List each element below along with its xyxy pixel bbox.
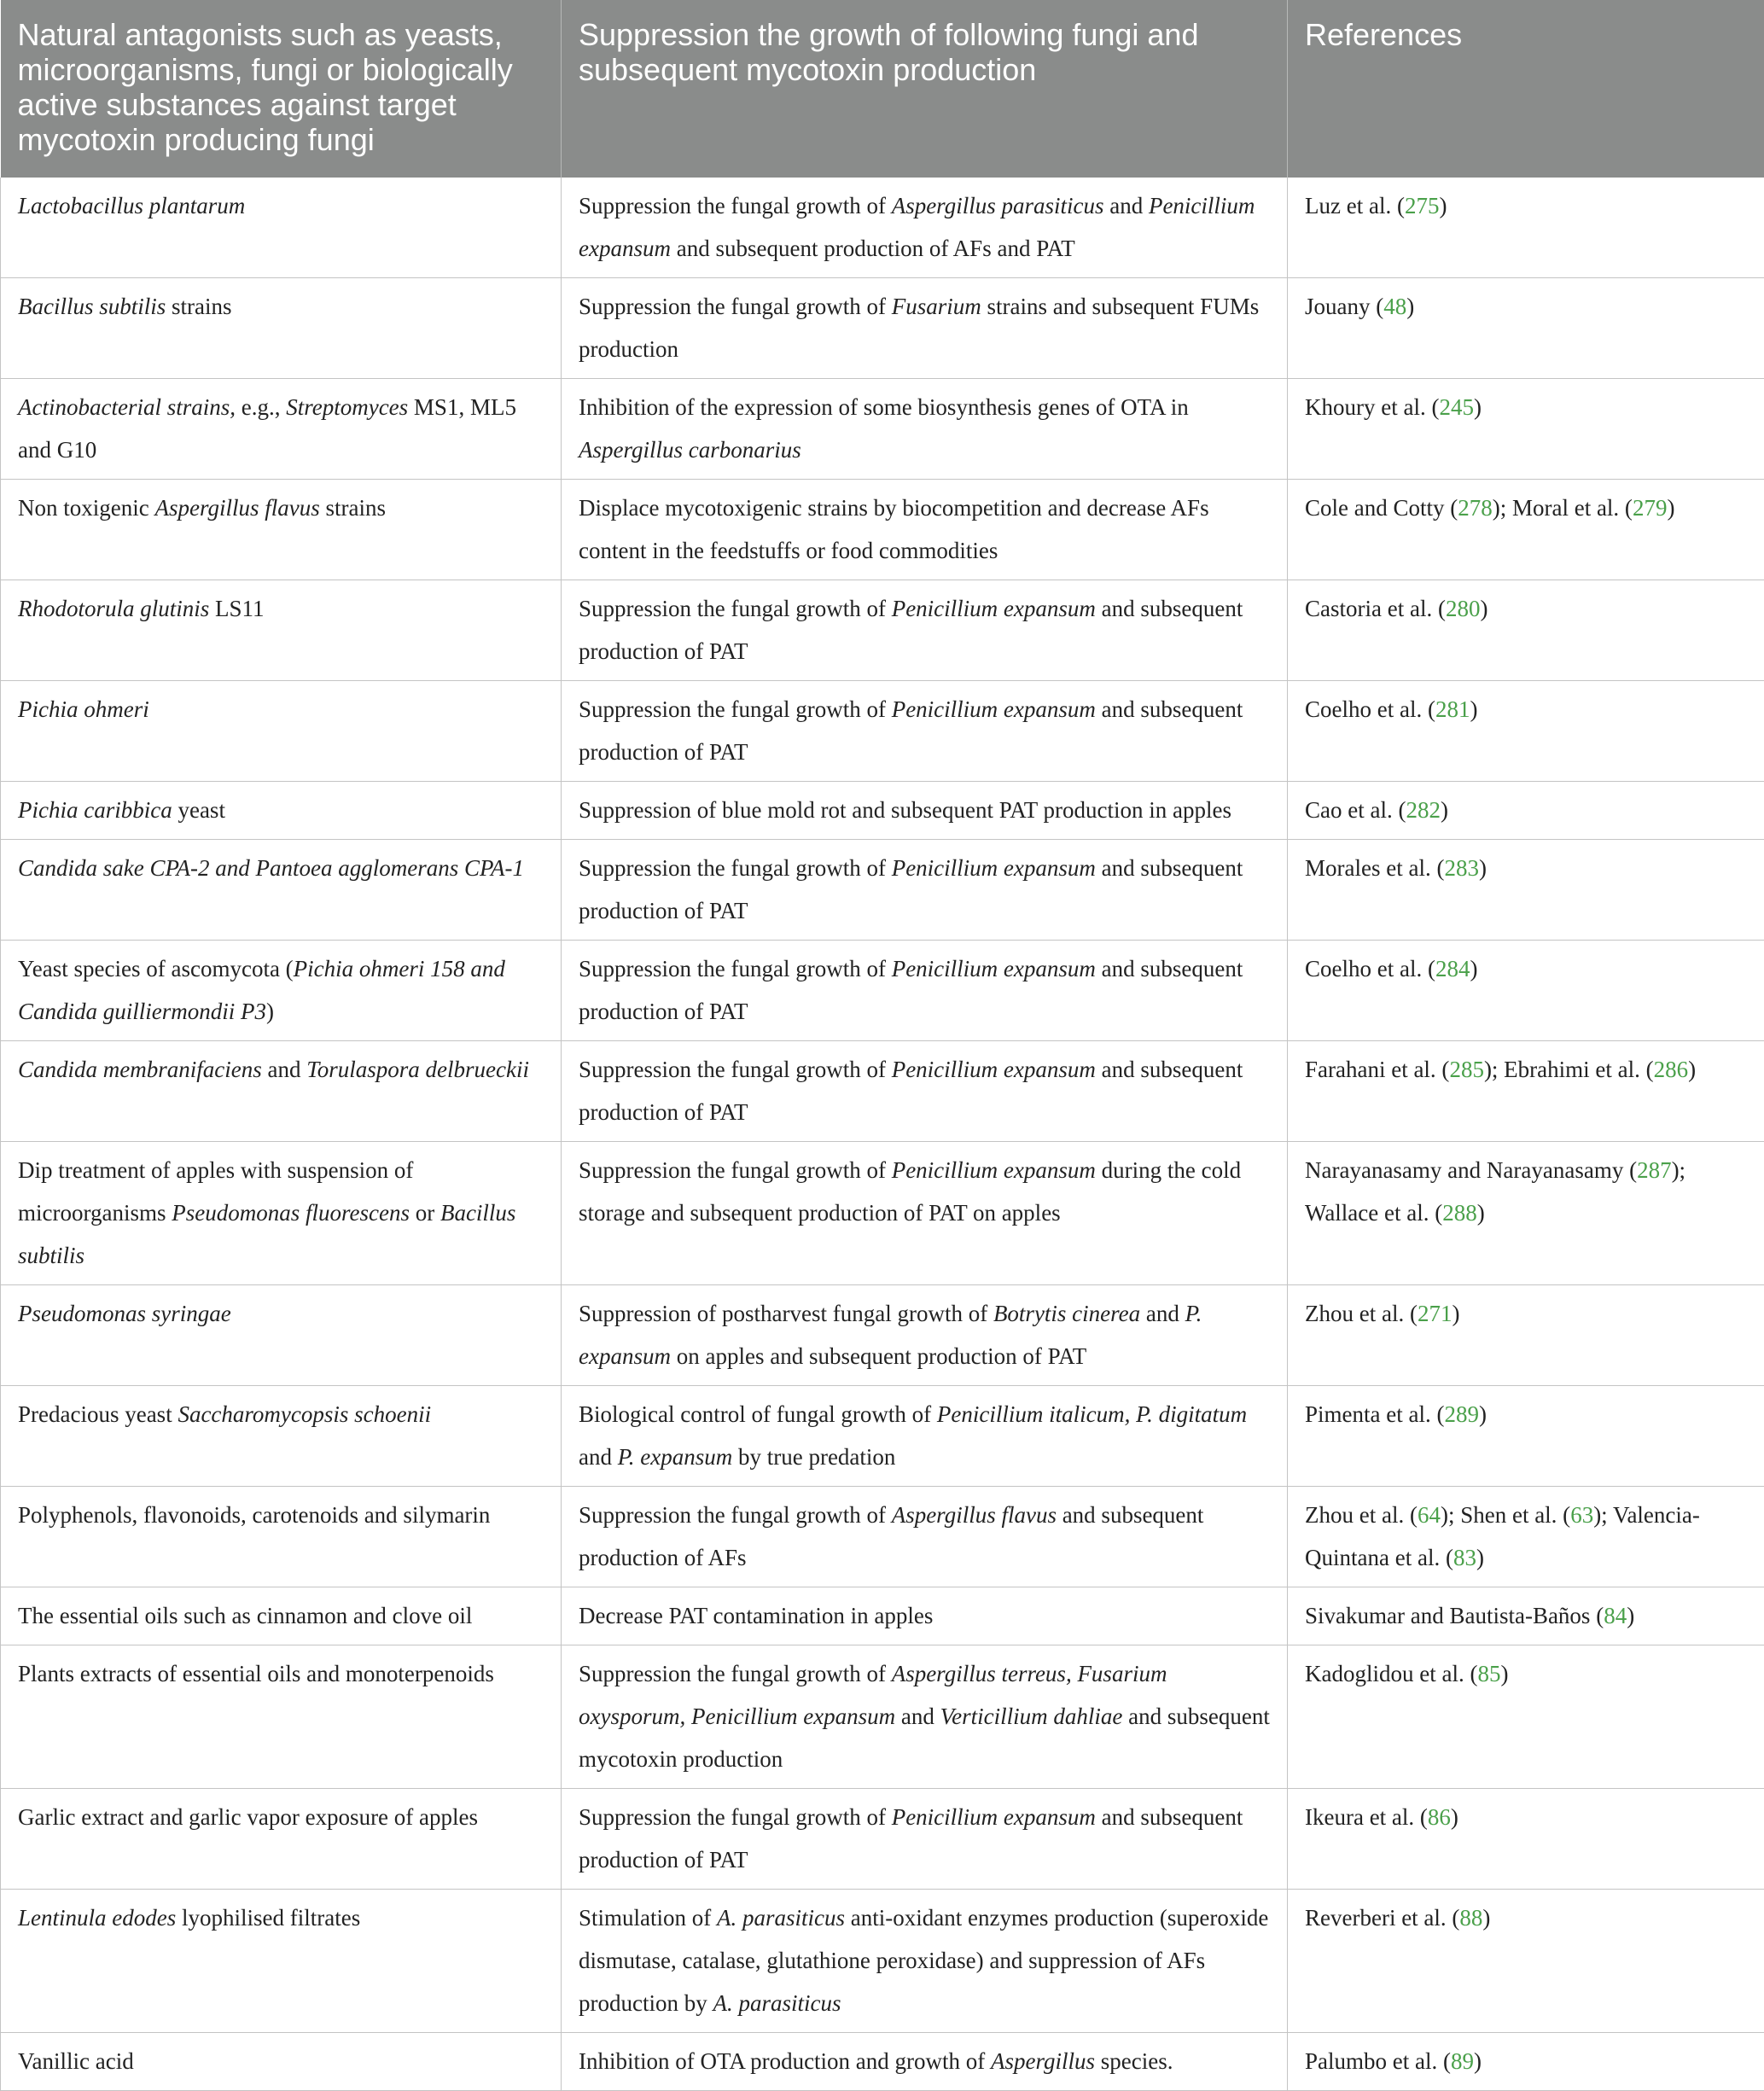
reference-link[interactable]: 64 — [1418, 1502, 1441, 1528]
cell-text: species. — [1095, 2048, 1173, 2074]
species-name: Verticillium dahliae — [940, 1704, 1123, 1729]
cell-text: Displace mycotoxigenic strains by biocompetition and decrease AFs content in the feedstuffs or food commodities — [579, 495, 1209, 563]
table-row — [1, 278, 1764, 379]
cell-effect — [562, 1890, 1288, 2033]
cell-antagonist — [1, 1386, 562, 1487]
cell-effect — [562, 1386, 1288, 1487]
cell-effect — [562, 1487, 1288, 1587]
cell-text: Ikeura et al. ( — [1305, 1804, 1428, 1830]
cell-text: Suppression the fungal growth of — [579, 696, 892, 722]
cell-text: Cole and Cotty ( — [1305, 495, 1458, 521]
cell-references — [1288, 681, 1764, 782]
reference-link[interactable]: 283 — [1444, 855, 1479, 881]
cell-antagonist — [1, 1142, 562, 1285]
species-name: Penicillium expansum — [579, 193, 1255, 261]
cell-text: Castoria et al. ( — [1305, 596, 1446, 621]
species-name: Pseudomonas syringae — [18, 1301, 231, 1326]
cell-effect — [562, 1645, 1288, 1789]
table-row — [1, 1789, 1764, 1890]
cell-effect — [562, 1041, 1288, 1142]
cell-text: ) — [1451, 1804, 1458, 1830]
cell-text: ); Shen et al. ( — [1441, 1502, 1570, 1528]
cell-antagonist — [1, 278, 562, 379]
cell-text: Inhibition of OTA production and growth of — [579, 2048, 991, 2074]
cell-text: Kadoglidou et al. ( — [1305, 1661, 1477, 1686]
species-name: Penicillium expansum — [892, 696, 1096, 722]
table-row — [1, 2033, 1764, 2091]
cell-antagonist — [1, 941, 562, 1041]
cell-text: Reverberi et al. ( — [1305, 1905, 1459, 1931]
cell-text: LS11 — [209, 596, 264, 621]
species-name: Pichia caribbica — [18, 797, 172, 823]
cell-antagonist — [1, 1487, 562, 1587]
species-name: A. parasiticus — [713, 1990, 841, 2016]
species-name: Aspergillus carbonarius — [579, 437, 801, 463]
cell-text: Suppression the fungal growth of — [579, 1157, 892, 1183]
cell-text: during the cold storage and subsequent production of PAT on apples — [579, 1157, 1241, 1226]
cell-effect — [562, 1285, 1288, 1386]
reference-link[interactable]: 89 — [1451, 2048, 1474, 2074]
cell-text: anti-oxidant enzymes production (superoxide dismutase, catalase, glutathione peroxidase) and suppression of AFs production by — [579, 1905, 1268, 2016]
cell-text: Suppression the fungal growth of — [579, 855, 892, 881]
cell-antagonist — [1, 2033, 562, 2091]
header-antagonists: Natural antagonists such as yeasts, microorganisms, fungi or biologically active substances against target mycotoxin producing fungi — [1, 0, 562, 178]
cell-text: strains and subsequent FUMs production — [579, 294, 1259, 362]
cell-text: by true predation — [732, 1444, 895, 1470]
cell-text: and subsequent production of PAT — [579, 1057, 1243, 1125]
reference-link[interactable]: 279 — [1633, 495, 1668, 521]
cell-text: Vanillic acid — [18, 2048, 134, 2074]
table-row — [1, 1487, 1764, 1587]
cell-references — [1288, 580, 1764, 681]
table-row — [1, 941, 1764, 1041]
reference-link[interactable]: 83 — [1453, 1545, 1476, 1570]
cell-text: yeast — [172, 797, 225, 823]
cell-text: ); Moral et al. ( — [1493, 495, 1633, 521]
cell-text: ) — [1688, 1057, 1696, 1082]
reference-link[interactable]: 285 — [1449, 1057, 1484, 1082]
cell-text: Luz et al. ( — [1305, 193, 1405, 218]
cell-text: Suppression the fungal growth of — [579, 956, 892, 981]
species-name: Aspergillus terreus, Fusarium oxysporum, Penicillium expansum — [579, 1661, 1167, 1729]
cell-text: ) — [1482, 1905, 1490, 1931]
cell-effect — [562, 278, 1288, 379]
species-name: Pichia ohmeri 158 and Candida guilliermondii P3 — [18, 956, 505, 1024]
header-row — [1, 0, 1764, 178]
cell-text: and subsequent production of PAT — [579, 596, 1243, 664]
cell-references — [1288, 1890, 1764, 2033]
reference-link[interactable]: 63 — [1570, 1502, 1593, 1528]
cell-text: ) — [1500, 1661, 1508, 1686]
species-name: Candida membranifaciens — [18, 1057, 262, 1082]
cell-effect — [562, 480, 1288, 580]
reference-link[interactable]: 289 — [1444, 1401, 1479, 1427]
header-references: References — [1288, 0, 1764, 178]
cell-text: and — [262, 1057, 306, 1082]
cell-text: Zhou et al. ( — [1305, 1301, 1418, 1326]
cell-antagonist — [1, 1041, 562, 1142]
cell-text: Suppression the fungal growth of — [579, 1804, 892, 1830]
cell-text: ) — [1470, 956, 1477, 981]
reference-link[interactable]: 288 — [1442, 1200, 1477, 1226]
cell-references — [1288, 278, 1764, 379]
cell-text: Morales et al. ( — [1305, 855, 1444, 881]
cell-text: Zhou et al. ( — [1305, 1502, 1418, 1528]
cell-text: e.g., — [236, 394, 286, 420]
cell-text: ) — [1439, 193, 1447, 218]
cell-text: Suppression the fungal growth of — [579, 193, 892, 218]
cell-text: and subsequent production of AFs and PAT — [671, 236, 1075, 261]
cell-text: Cao et al. ( — [1305, 797, 1406, 823]
cell-text: Coelho et al. ( — [1305, 696, 1435, 722]
cell-text: ) — [1441, 797, 1448, 823]
species-name: Fusarium — [892, 294, 981, 319]
table-row — [1, 782, 1764, 840]
cell-references — [1288, 840, 1764, 941]
table-row — [1, 580, 1764, 681]
cell-antagonist — [1, 580, 562, 681]
cell-effect — [562, 1789, 1288, 1890]
cell-references — [1288, 2033, 1764, 2091]
reference-link[interactable]: 85 — [1477, 1661, 1500, 1686]
cell-text: and — [579, 1444, 618, 1470]
cell-antagonist — [1, 178, 562, 278]
cell-effect — [562, 681, 1288, 782]
cell-effect — [562, 580, 1288, 681]
cell-text: Dip treatment of apples with suspension of microorganisms — [18, 1157, 413, 1226]
table-row — [1, 681, 1764, 782]
cell-text: ) — [1667, 495, 1674, 521]
reference-link[interactable]: 287 — [1637, 1157, 1672, 1183]
species-name: Penicillium italicum, P. digitatum — [937, 1401, 1247, 1427]
cell-effect — [562, 941, 1288, 1041]
cell-text: ); Ebrahimi et al. ( — [1484, 1057, 1654, 1082]
cell-text: Farahani et al. ( — [1305, 1057, 1449, 1082]
reference-link[interactable]: 278 — [1458, 495, 1493, 521]
cell-text: MS1, ML5 and G10 — [18, 394, 516, 463]
reference-link[interactable]: 245 — [1439, 394, 1474, 420]
reference-link[interactable]: 280 — [1446, 596, 1481, 621]
species-name: Aspergillus flavus — [154, 495, 319, 521]
cell-text: and — [1103, 193, 1148, 218]
cell-text: and subsequent production of PAT — [579, 1804, 1243, 1873]
reference-link[interactable]: 275 — [1405, 193, 1440, 218]
table-row — [1, 480, 1764, 580]
cell-references — [1288, 941, 1764, 1041]
species-name: Lactobacillus plantarum — [18, 193, 245, 218]
cell-antagonist — [1, 681, 562, 782]
cell-text: Suppression of blue mold rot and subsequent PAT production in apples — [579, 797, 1231, 823]
reference-link[interactable]: 88 — [1459, 1905, 1482, 1931]
cell-references — [1288, 1789, 1764, 1890]
cell-references — [1288, 1285, 1764, 1386]
species-name: Streptomyces — [286, 394, 408, 420]
table-row — [1, 840, 1764, 941]
species-name: Penicillium expansum — [892, 855, 1096, 881]
cell-antagonist — [1, 840, 562, 941]
species-name: Penicillium expansum — [892, 1804, 1096, 1830]
cell-effect — [562, 782, 1288, 840]
cell-text: ) — [1452, 1301, 1459, 1326]
cell-text: ) — [266, 999, 274, 1024]
cell-text: ) — [1474, 394, 1482, 420]
cell-text: ) — [1406, 294, 1414, 319]
reference-link[interactable]: 284 — [1435, 956, 1470, 981]
cell-effect — [562, 1587, 1288, 1645]
species-name: Penicillium expansum — [892, 1057, 1096, 1082]
cell-text: Khoury et al. ( — [1305, 394, 1439, 420]
reference-link[interactable]: 271 — [1418, 1301, 1453, 1326]
cell-references — [1288, 379, 1764, 480]
cell-text: Pimenta et al. ( — [1305, 1401, 1444, 1427]
cell-effect — [562, 379, 1288, 480]
reference-link[interactable]: 286 — [1654, 1057, 1689, 1082]
cell-antagonist — [1, 1587, 562, 1645]
cell-text: Decrease PAT contamination in apples — [579, 1603, 933, 1628]
species-name: Pseudomonas fluorescens — [172, 1200, 410, 1226]
cell-antagonist — [1, 480, 562, 580]
table-row — [1, 1285, 1764, 1386]
cell-text: lyophilised filtrates — [176, 1905, 360, 1931]
cell-references — [1288, 1587, 1764, 1645]
table-row — [1, 1142, 1764, 1285]
cell-antagonist — [1, 1285, 562, 1386]
species-name: Aspergillus — [991, 2048, 1095, 2074]
cell-text: Yeast species of ascomycota ( — [18, 956, 294, 981]
species-name: P. expansum — [618, 1444, 733, 1470]
species-name: Actinobacterial strains, — [18, 394, 236, 420]
species-name: Penicillium expansum — [892, 956, 1096, 981]
table-row — [1, 1587, 1764, 1645]
cell-antagonist — [1, 782, 562, 840]
cell-text: Suppression the fungal growth of — [579, 1661, 892, 1686]
cell-references — [1288, 178, 1764, 278]
species-name: Lentinula edodes — [18, 1905, 176, 1931]
cell-references — [1288, 1487, 1764, 1587]
cell-text: ) — [1477, 1200, 1485, 1226]
species-name: Rhodotorula glutinis — [18, 596, 209, 621]
species-name: Candida sake CPA-2 and Pantoea agglomerans CPA-1 — [18, 855, 524, 881]
table-row — [1, 1890, 1764, 2033]
species-name: P. expansum — [579, 1301, 1202, 1369]
cell-references — [1288, 1041, 1764, 1142]
cell-text: Narayanasamy and Narayanasamy ( — [1305, 1157, 1637, 1183]
cell-references — [1288, 782, 1764, 840]
cell-text: ) — [1627, 1603, 1634, 1628]
cell-references — [1288, 1142, 1764, 1285]
cell-text: Plants extracts of essential oils and monoterpenoids — [18, 1661, 494, 1686]
cell-text: and subsequent mycotoxin production — [579, 1704, 1270, 1772]
table-row — [1, 1041, 1764, 1142]
species-name: Aspergillus flavus — [892, 1502, 1057, 1528]
cell-text: ) — [1479, 1401, 1487, 1427]
cell-text: and subsequent production of AFs — [579, 1502, 1203, 1570]
cell-text: Biological control of fungal growth of — [579, 1401, 937, 1427]
cell-text: strains — [166, 294, 231, 319]
cell-text: ) — [1474, 2048, 1482, 2074]
cell-text: Predacious yeast — [18, 1401, 178, 1427]
cell-text: Polyphenols, flavonoids, carotenoids and silymarin — [18, 1502, 490, 1528]
cell-text: or — [410, 1200, 440, 1226]
species-name: Penicillium expansum — [892, 1157, 1096, 1183]
cell-antagonist — [1, 379, 562, 480]
species-name: Torulaspora delbrueckii — [306, 1057, 529, 1082]
cell-text: Inhibition of the expression of some biosynthesis genes of OTA in — [579, 394, 1189, 420]
cell-text: Stimulation of — [579, 1905, 717, 1931]
cell-antagonist — [1, 1789, 562, 1890]
species-name: Bacillus subtilis — [18, 294, 166, 319]
cell-text: Suppression the fungal growth of — [579, 1502, 892, 1528]
cell-text: strains — [320, 495, 386, 521]
cell-text: ) — [1479, 855, 1487, 881]
table-row — [1, 1645, 1764, 1789]
cell-text: and subsequent production of PAT — [579, 696, 1243, 765]
cell-effect — [562, 840, 1288, 941]
species-name: Penicillium expansum — [892, 596, 1096, 621]
cell-text: on apples and subsequent production of PAT — [671, 1343, 1086, 1369]
table-row — [1, 379, 1764, 480]
cell-text: Suppression the fungal growth of — [579, 596, 892, 621]
cell-text: ) — [1476, 1545, 1484, 1570]
cell-effect — [562, 1142, 1288, 1285]
cell-text: Palumbo et al. ( — [1305, 2048, 1451, 2074]
cell-antagonist — [1, 1645, 562, 1789]
cell-text: Suppression the fungal growth of — [579, 1057, 892, 1082]
cell-text: Garlic extract and garlic vapor exposure of apples — [18, 1804, 478, 1830]
species-name: Bacillus subtilis — [18, 1200, 515, 1268]
cell-text: ) — [1470, 696, 1477, 722]
species-name: Botrytis cinerea — [993, 1301, 1140, 1326]
table-row — [1, 1386, 1764, 1487]
reference-link[interactable]: 84 — [1604, 1603, 1627, 1628]
cell-text: Suppression of postharvest fungal growth of — [579, 1301, 993, 1326]
cell-text: and — [895, 1704, 940, 1729]
cell-references — [1288, 1645, 1764, 1789]
cell-references — [1288, 1386, 1764, 1487]
cell-effect — [562, 2033, 1288, 2091]
cell-text: Coelho et al. ( — [1305, 956, 1435, 981]
reference-link[interactable]: 282 — [1406, 797, 1441, 823]
species-name: Saccharomycopsis schoenii — [178, 1401, 431, 1427]
reference-link[interactable]: 86 — [1428, 1804, 1451, 1830]
table-row — [1, 178, 1764, 278]
cell-text: and subsequent production of PAT — [579, 956, 1243, 1024]
cell-text: Jouany ( — [1305, 294, 1383, 319]
cell-effect — [562, 178, 1288, 278]
cell-text: ); Valencia-Quintana et al. ( — [1305, 1502, 1700, 1570]
cell-text: and subsequent production of PAT — [579, 855, 1243, 923]
cell-text: ); Wallace et al. ( — [1305, 1157, 1685, 1226]
species-name: Pichia ohmeri — [18, 696, 149, 722]
cell-antagonist — [1, 1890, 562, 2033]
reference-link[interactable]: 281 — [1435, 696, 1470, 722]
species-name: A. parasiticus — [717, 1905, 845, 1931]
table-header — [1, 0, 1764, 178]
cell-text: Non toxigenic — [18, 495, 154, 521]
cell-references — [1288, 480, 1764, 580]
cell-text: and — [1140, 1301, 1185, 1326]
reference-link[interactable]: 48 — [1383, 294, 1406, 319]
cell-text: Sivakumar and Bautista-Baños ( — [1305, 1603, 1604, 1628]
cell-text: The essential oils such as cinnamon and clove oil — [18, 1603, 472, 1628]
header-suppression: Suppression the growth of following fungi and subsequent mycotoxin production — [562, 0, 1288, 178]
table-body — [1, 178, 1764, 2091]
cell-text: ) — [1480, 596, 1487, 621]
cell-text: Suppression the fungal growth of — [579, 294, 892, 319]
species-name: Aspergillus parasiticus — [892, 193, 1104, 218]
